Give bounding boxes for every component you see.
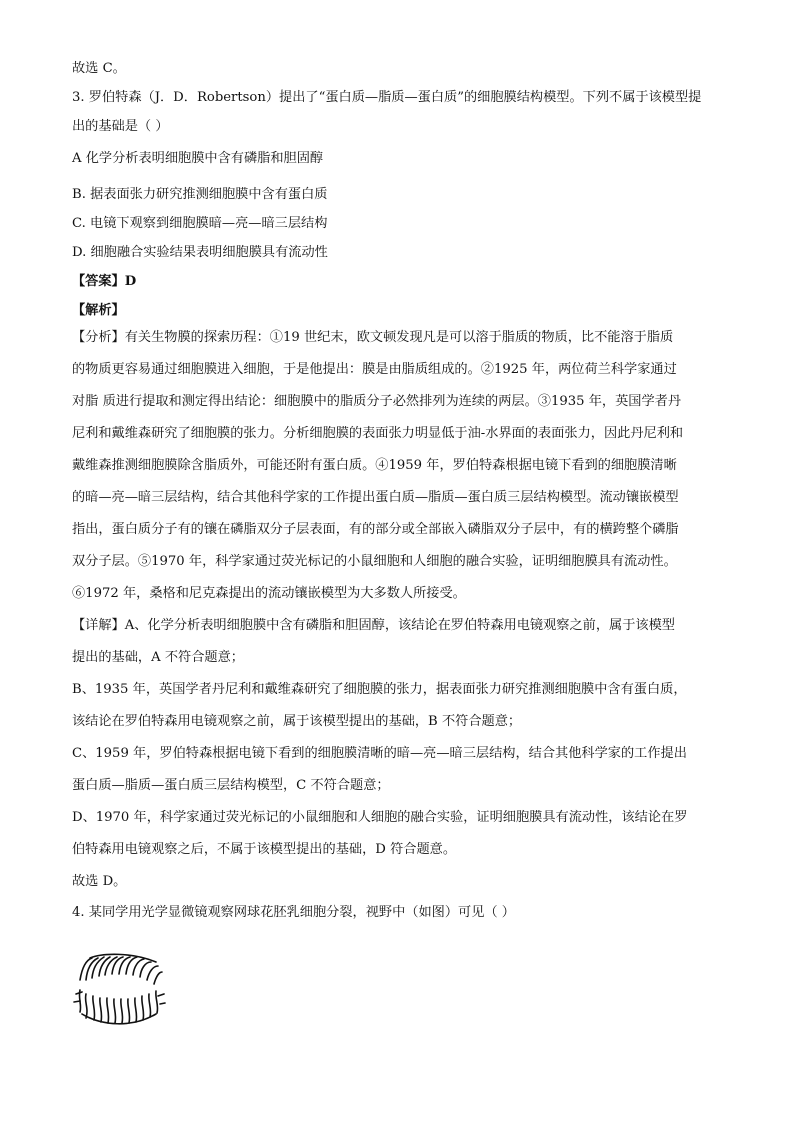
analysis-line: 【分析】有关生物膜的探索历程：①19 世纪末，欧文顿发现凡是可以溶于脂质的物质，比不能溶于脂质 — [72, 330, 674, 345]
analysis-line: 双分子层。⑤1970 年，科学家通过荧光标记的小鼠细胞和人细胞的融合实验，证明细胞膜具有流动性。 — [72, 554, 677, 569]
question3-answer: 【答案】D — [72, 274, 137, 289]
detail-line: 蛋白质—脂质—蛋白质三层结构模型，C 不符合题意； — [72, 778, 390, 793]
question4-stem: 4. 某同学用光学显微镜观察网球花胚乳细胞分裂，视野中（如图）可见（ ） — [72, 905, 515, 920]
analysis-line: 尼利和戴维森研究了细胞膜的张力。分析细胞膜的表面张力明显低于油-水界面的表面张力，因此丹尼利和 — [72, 426, 684, 441]
detail-line: 伯特森用电镜观察之后，不属于该模型提出的基础，D 符合题意。 — [72, 842, 457, 857]
analysis-line: 指出，蛋白质分子有的镶在磷脂双分子层表面，有的部分或全部嵌入磷脂双分子层中，有的横跨整个磷脂 — [72, 522, 679, 537]
detail-line: D、1970 年，科学家通过荧光标记的小鼠细胞和人细胞的融合实验，证明细胞膜具有流动性，该结论在罗 — [72, 810, 688, 825]
analysis-line: 戴维森推测细胞膜除含脂质外，可能还附有蛋白质。④1959 年，罗伯特森根据电镜下看到的细胞膜清晰 — [72, 458, 677, 473]
question3-analysis-title: 【解析】 — [72, 303, 125, 318]
question3-option-b: B. 据表面张力研究推测细胞膜中含有蛋白质 — [72, 187, 328, 202]
document-page — [72, 60, 724, 922]
question3-option-c: C. 电镜下观察到细胞膜暗—亮—暗三层结构 — [72, 216, 328, 231]
analysis-paragraph — [72, 322, 724, 610]
detail-line: 【详解】A、化学分析表明细胞膜中含有磷脂和胆固醇，该结论在罗伯特森用电镜观察之前，属于该模型 — [72, 618, 675, 633]
analysis-line: ⑥1972 年，桑格和尼克森提出的流动镶嵌模型为大多数人所接受。 — [72, 586, 466, 601]
question3-stem-line2: 出的基础是（ ） — [72, 119, 169, 134]
chromosome-sketch-icon — [72, 950, 168, 1028]
analysis-line: 对脂 质进行提取和测定得出结论：细胞膜中的脂质分子必然排列为连续的两层。③1935 年，英国学者丹 — [72, 394, 682, 409]
detail-paragraph — [72, 610, 724, 898]
previous-conclusion: 故选 C。 — [72, 61, 126, 76]
analysis-line: 的暗—亮—暗三层结构，结合其他科学家的工作提出蛋白质—脂质—蛋白质三层结构模型。流动镶嵌模型 — [72, 490, 679, 505]
detail-line: B、1935 年，英国学者丹尼利和戴维森研究了细胞膜的张力，据表面张力研究推测细胞膜中含有蛋白质， — [72, 682, 687, 697]
detail-line: C、1959 年，罗伯特森根据电镜下看到的细胞膜清晰的暗—亮—暗三层结构，结合其他科学家的工作提出 — [72, 746, 687, 761]
question3-conclusion: 故选 D。 — [72, 874, 127, 889]
detail-line: 该结论在罗伯特森用电镜观察之前，属于该模型提出的基础，B 不符合题意； — [72, 714, 522, 729]
question3-stem-line1: 3. 罗伯特森（J．D．Robertson）提出了“蛋白质—脂质—蛋白质”的细胞膜结构模型。下列不属于该模型提 — [72, 90, 702, 105]
question3-option-a: A 化学分析表明细胞膜中含有磷脂和胆固醇 — [72, 151, 324, 166]
detail-line: 提出的基础，A 不符合题意； — [72, 650, 244, 665]
analysis-line: 的物质更容易通过细胞膜进入细胞，于是他提出：膜是由脂质组成的。②1925 年，两位荷兰科学家通过 — [72, 362, 677, 377]
question3-option-d: D. 细胞融合实验结果表明细胞膜具有流动性 — [72, 245, 328, 260]
